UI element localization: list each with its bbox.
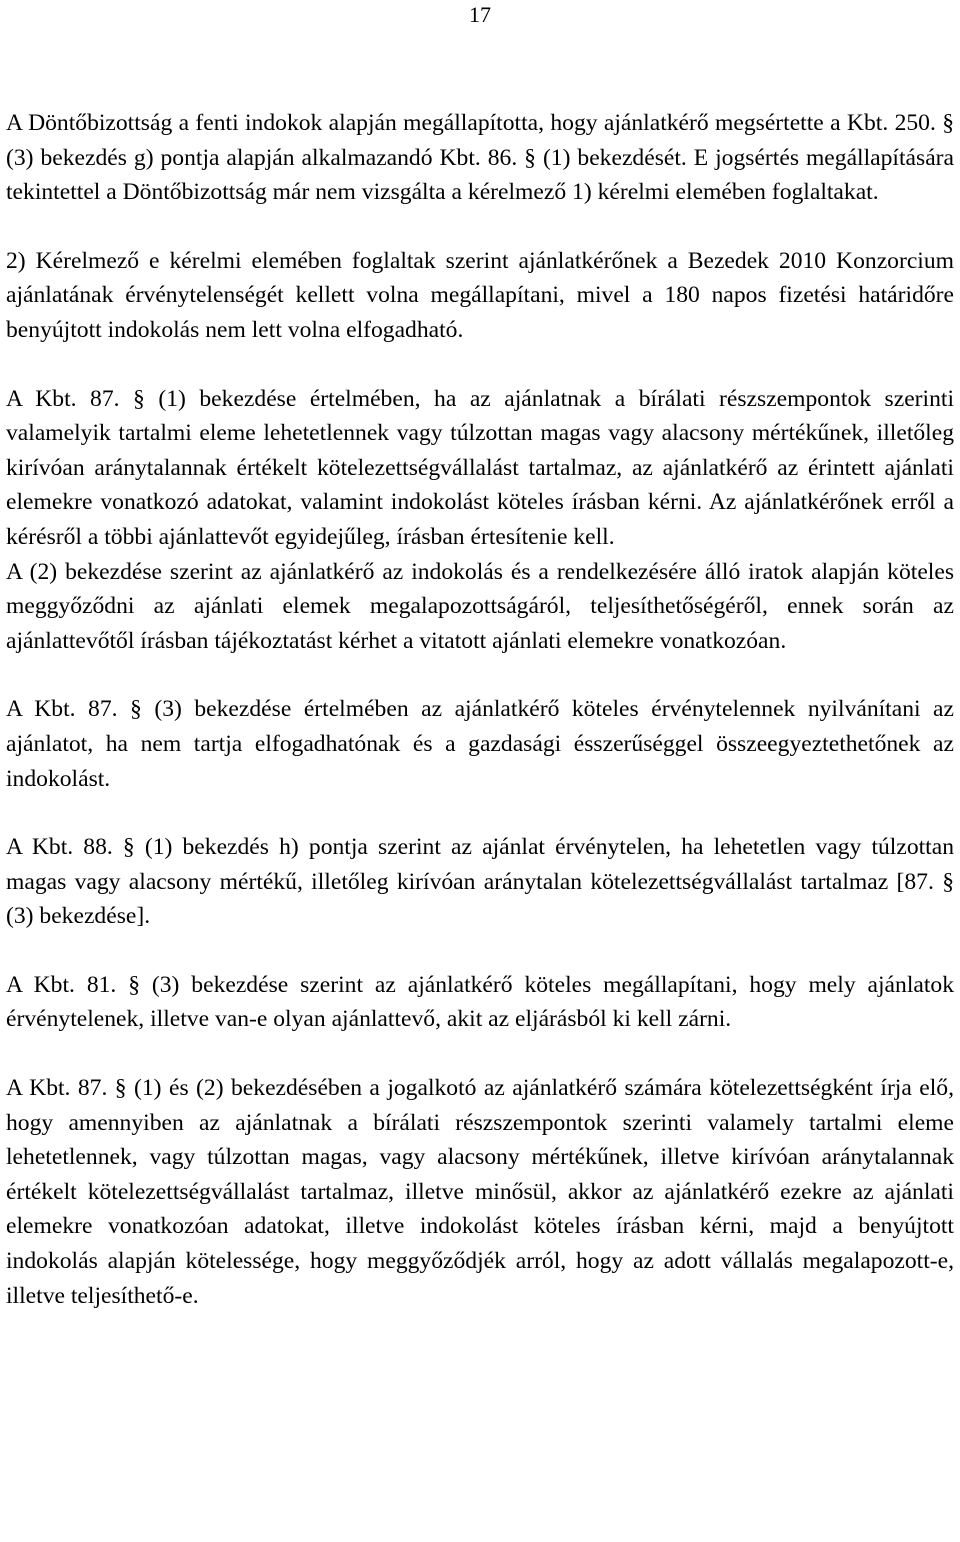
paragraph-kbt-87-1: A Kbt. 87. § (1) bekezdése értelmében, ha az ajánlatnak a bírálati részszempontok szerinti valamelyik tartalmi eleme lehetetlennek vagy túlzottan magas vagy alacsony mértékűnek, illetőleg kirívóan aránytalannak értékelt kötelezettségvállalást tartalmaz, az ajánlatkérő az érintett ajánlati elemekre vonatkozó adatokat, valamint indokolást köteles írásban kérni. Az ajánlatkérőnek erről a kérésről a többi ajánlattevőt egyidejűleg, írásban értesítenie kell. — [6, 385, 954, 550]
paragraph-conclusion: A Döntőbizottság a fenti indokok alapján megállapította, hogy ajánlatkérő megsértette a Kbt. 250. § (3) bekezdés g) pontja alapján alkalmazandó Kbt. 86. § (1) bekezdését. E jogsértés megállapítására tekintettel a Döntőbizottság már nem vizsgálta a kérelmező 1) kérelmi elemében foglaltakat. — [6, 110, 954, 206]
paragraph-kbt-88-1: A Kbt. 88. § (1) bekezdés h) pontja szerint az ajánlat érvénytelen, ha lehetetlen vagy túlzottan magas vagy alacsony mértékű, illetőleg kirívóan aránytalan kötelezettségvállalást tartalmaz [87. § (3) bekezdése]. — [6, 834, 954, 930]
page-number: 17 — [469, 2, 491, 27]
paragraph-kbt-87-3: A Kbt. 87. § (3) bekezdése értelmében az ajánlatkérő köteles érvénytelennek nyilvánítani az ajánlatot, ha nem tartja elfogadhatónak és a gazdasági ésszerűséggel összeegyeztethetőnek az indokolást. — [6, 696, 954, 792]
paragraph-kbt-87-1-2: A Kbt. 87. § (1) és (2) bekezdésében a jogalkotó az ajánlatkérő számára kötelezettségként írja elő, hogy amennyiben az ajánlatnak a bírálati részszempontok szerinti valamely tartalmi eleme lehetetlennek, vagy túlzottan magas, vagy alacsony mértékűnek, illetve kirívóan aránytalannak értékelt kötelezettségvállalást tartalmaz, illetve minősül, akkor az ajánlatkérő ezekre az ajánlati elemekre vonatkozóan adatokat, illetve indokolást köteles írásban kérni, majd a benyújtott indokolás alapján kötelessége, hogy meggyőződjék arról, hogy az adott vállalás megalapozott-e, illetve teljesíthető-e. — [6, 1075, 954, 1309]
paragraph-kbt-81-3: A Kbt. 81. § (3) bekezdése szerint az ajánlatkérő köteles megállapítani, hogy mely ajánlatok érvénytelenek, illetve van-e olyan ajánlattevő, akit az eljárásból ki kell zárni. — [6, 971, 954, 1033]
paragraph-request-element-2: 2) Kérelmező e kérelmi elemében foglaltak szerint ajánlatkérőnek a Bezedek 2010 Konzorcium ajánlatának érvénytelenségét kellett volna megállapítani, mivel a 180 napos fizetési határidőre benyújtott indokolás nem lett volna elfogadható. — [6, 247, 954, 343]
paragraph-kbt-87-2: A (2) bekezdése szerint az ajánlatkérő az indokolás és a rendelkezésére álló iratok alapján köteles meggyőződni az ajánlati elemek megalapozottságáról, teljesíthetőségéről, ennek során az ajánlattevőtől írásban tájékoztatást kérhet a vitatott ajánlati elemekre vonatkozóan. — [6, 558, 954, 654]
document-body — [6, 106, 954, 1313]
